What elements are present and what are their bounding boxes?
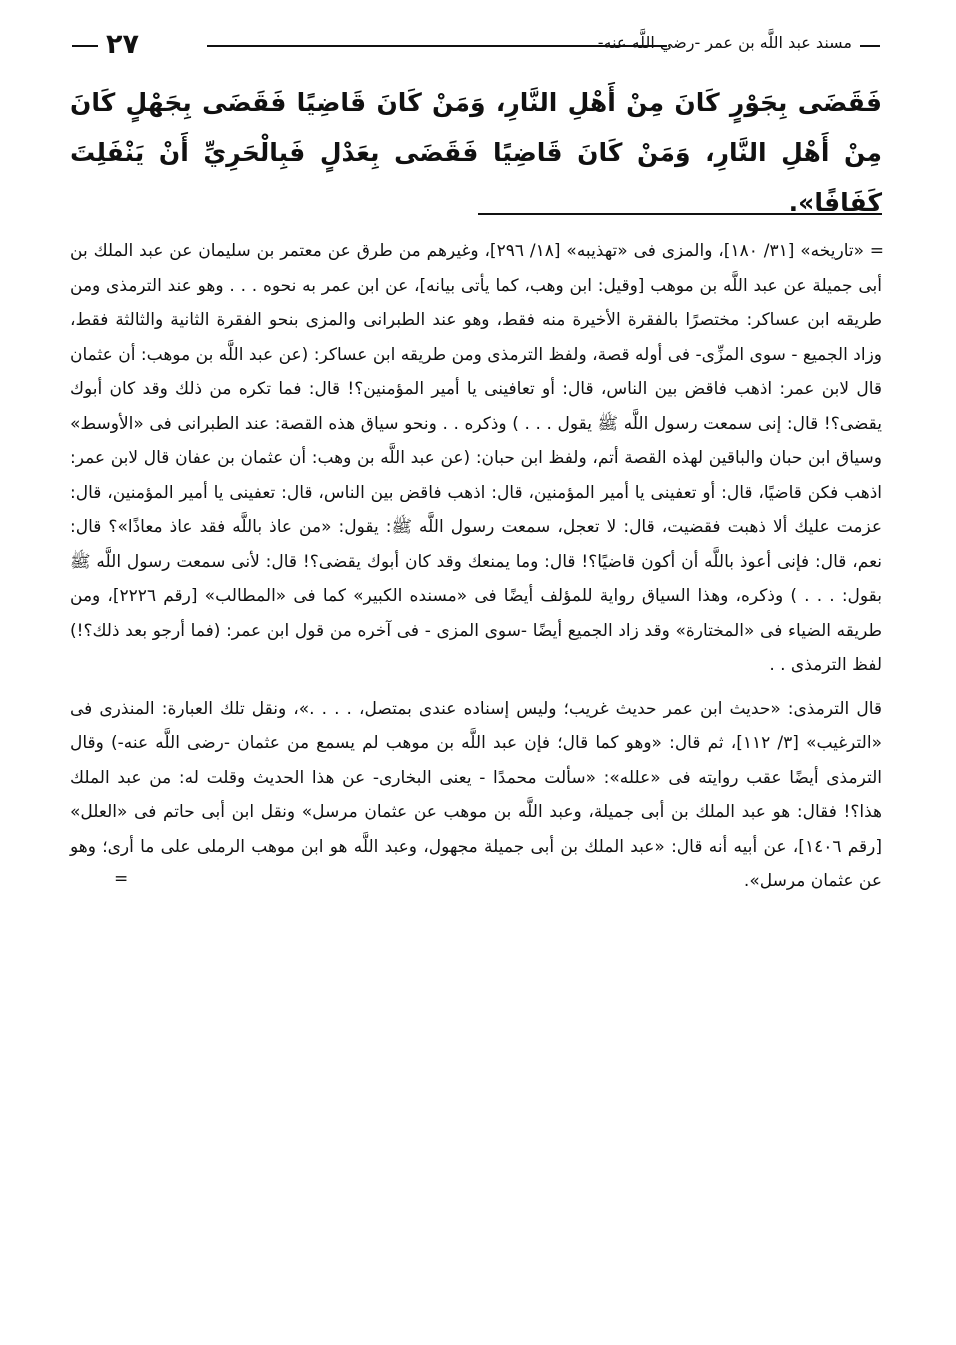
continuation-mark: =	[869, 241, 884, 261]
continuation-mark-end: =	[114, 869, 129, 889]
header-rule-middle	[207, 45, 667, 47]
footnotes	[70, 234, 882, 899]
hadith-text: فَقَضَى بِجَوْرٍ كَانَ مِنْ أَهْلِ النَّارِ، وَمَنْ كَانَ قَاضِيًا فَقَضَى بِجَهْلٍ كَانَ مِنْ أَهْلِ النَّارِ، وَمَنْ كَانَ قَاضِيًا فَقَضَى بِعَدْلٍ فَبِالْحَرِيِّ أَنْ يَنْفَلِتَ كَفَافًا».	[70, 88, 882, 217]
header-rule-left	[72, 45, 98, 47]
running-title: مسند عبد اللَّه بن عمر -رضي اللَّه عنه-	[597, 33, 852, 52]
footnote-paragraph: قال الترمذى: «حديث ابن عمر حديث غريب؛ وليس إسناده عندى بمتصل، . . . .»، ونقل تلك العبارة: المنذرى فى «الترغيب» [٣/ ١١٢]، ثم قال: «وهو كما قال؛ فإن عبد اللَّه بن موهب لم يسمع من عثمان -رضى اللَّه عنه-) وقال الترمذى أيضًا عقب روايته فى «علله»: «سألت محمدًا - يعنى البخارى- عن هذا الحديث وقلت له: من عبد الملك هذا؟! فقال: هو عبد الملك بن أبى جميلة، وعبد اللَّه بن موهب عن عثمان مرسل» ونقل ابن أبى حاتم فى «العلل» [رقم ١٤٠٦]، عن أبيه أنه قال: «عبد الملك بن أبى جميلة مجهول، وعبد اللَّه هو ابن موهب الرملى على ما أرى؛ وهو عن عثمان مرسل».	[70, 698, 883, 891]
footnote-paragraph: «تاريخه» [٣١/ ١٨٠]، والمزى فى «تهذيبه» [١٨/ ٢٩٦]، وغيرهم من طرق عن معتمر بن سليمان عن عبد الملك بن أبى جميلة عن عبد اللَّه بن موهب [وقيل: ابن وهب، كما يأتى بيانه]، عن ابن عمر به نحوه . . . وهو عند الترمذى ومن طريقه ابن عساكر: مختصرًا بالفقرة الأخيرة منه فقط، وهو عند الطبرانى والمزى بنحو الفقرة الثانية والثالثة فقط، وزاد الجميع - سوى المزِّى- فى أوله قصة، ولفظ الترمذى ومن طريقه ابن عساكر: (عن عبد اللَّه بن موهب: أن عثمان قال لابن عمر: اذهب فاقض بين الناس، قال: أو تعافينى يا أمير المؤمنين؟! قال: فما تكره من ذلك وقد كان أبوك يقضى؟! قال: إنى سمعت رسول اللَّه ﷺ يقول . . . ) وذكره . . ونحو سياق هذه القصة: عند الطبرانى فى «الأوسط» وسياق ابن حبان والباقين لهذه القصة أتم، ولفظ ابن حبان: (عن عبد اللَّه بن وهب: أن عثمان بن عفان قال لابن عمر: اذهب فكن قاضيًا، قال: أو تعفينى يا أمير المؤمنين، قال: اذهب فاقض بين الناس، قال: تعفينى يا أمير المؤمنين، قال: عزمت عليك ألا ذهبت فقضيت، قال: لا تعجل، سمعت رسول اللَّه ﷺ: يقول: «من عاذ باللَّه فقد عاذ معاذًا»؟ قال: نعم، قال: فإنى أعوذ باللَّه أن أكون قاضيًا؟! قال: وما يمنعك وقد كان أبوك يقضى؟! قال: لأنى سمعت رسول اللَّه ﷺ بقول: . . . ) وذكره، وهذا السياق رواية للمؤلف أيضًا فى «مسنده الكبير» كما فى «المطالب» [رقم ٢٢٢٦]، ومن طريقه الضياء فى «المختارة» وقد زاد الجميع أيضًا -سوى المزى - فى آخره من قول ابن عمر: (فما أرجو بعد ذلك؟!) لفظ الترمذى . .	[70, 241, 883, 675]
page-number: ٢٧	[106, 29, 139, 60]
page-header	[72, 30, 880, 64]
header-rule-right	[860, 45, 880, 47]
footnote-separator	[478, 213, 882, 215]
